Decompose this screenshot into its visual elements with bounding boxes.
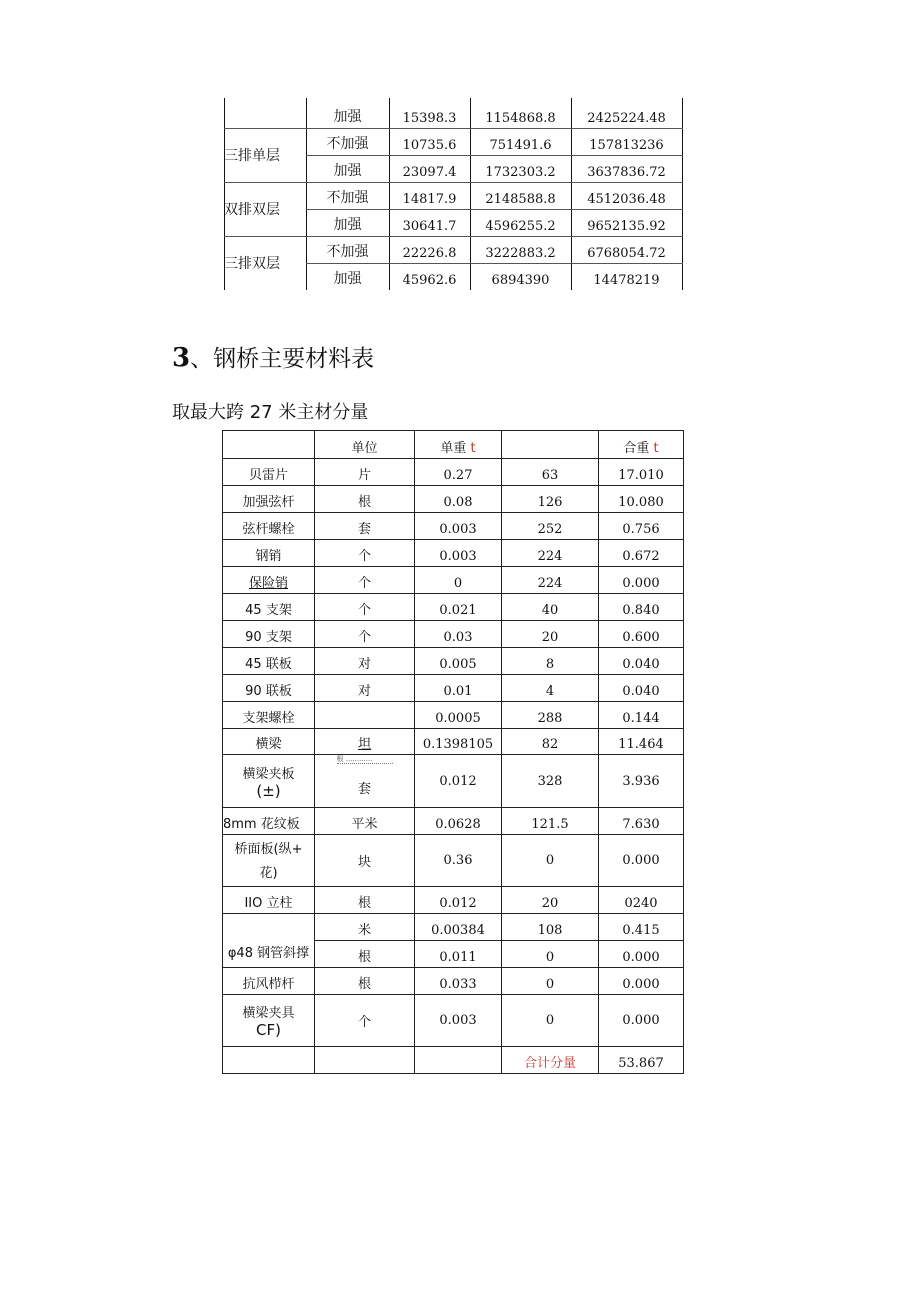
item-unit: 片	[315, 459, 415, 486]
section-title: 钢桥主要材料表	[213, 346, 375, 372]
value-cell: 751491.6	[489, 138, 552, 153]
item-name: 保险销	[223, 567, 315, 594]
table-row	[223, 995, 684, 1047]
item-name: 90 支架	[223, 621, 315, 648]
value-cell: 10735.6	[402, 138, 457, 153]
weight-summary-table	[224, 98, 683, 290]
table-header-row	[223, 431, 684, 459]
item-name: 横梁夹具 CF)	[223, 995, 315, 1047]
reinforce-label: 不加强	[326, 136, 369, 152]
item-unit: 根	[315, 941, 415, 968]
item-total: 0.600	[599, 621, 684, 648]
item-name: φ48 钢管斜撑	[223, 914, 315, 968]
item-name: 支架螺栓	[223, 702, 315, 729]
item-qty: 0	[502, 835, 599, 887]
total-value: 53.867	[599, 1047, 684, 1074]
sub-heading: 取最大跨 27 米主材分量	[172, 402, 369, 423]
item-unit-weight: 0.27	[415, 459, 502, 486]
item-qty: 40	[502, 594, 599, 621]
item-total: 0.040	[599, 675, 684, 702]
table-row	[223, 887, 684, 914]
item-name: 抗风栉杆	[223, 968, 315, 995]
item-total: 0240	[599, 887, 684, 914]
value-cell: 3222883.2	[485, 246, 556, 261]
item-unit-weight: 0.00384	[415, 914, 502, 941]
item-name: 桥面板(纵+ 花)	[223, 835, 315, 887]
item-qty: 82	[502, 729, 599, 755]
table-row	[223, 729, 684, 755]
value-cell: 45962.6	[402, 273, 457, 288]
table-row	[223, 808, 684, 835]
item-unit: 根	[315, 887, 415, 914]
value-cell: 15398.3	[402, 111, 457, 126]
item-unit: 对	[315, 675, 415, 702]
value-cell: 14817.9	[402, 192, 457, 207]
item-total: 0.000	[599, 941, 684, 968]
item-unit-weight: 0.003	[415, 995, 502, 1047]
value-cell: 4596255.2	[485, 219, 556, 234]
item-total: 0.000	[599, 995, 684, 1047]
section-heading	[172, 340, 374, 373]
header-unit-weight: 单重 t	[415, 431, 502, 459]
item-unit: 个	[315, 621, 415, 648]
group-label: 三排双层	[224, 256, 280, 272]
item-unit: 坦	[315, 729, 415, 755]
item-qty: 224	[502, 567, 599, 594]
item-qty: 126	[502, 486, 599, 513]
item-qty: 8	[502, 648, 599, 675]
value-cell: 6768054.72	[587, 246, 666, 261]
value-cell: 4512036.48	[587, 192, 666, 207]
item-name: 弦杆螺栓	[223, 513, 315, 540]
reinforce-label: 加强	[333, 163, 362, 179]
item-unit-weight: 0.0005	[415, 702, 502, 729]
table-row	[223, 540, 684, 567]
value-cell: 157813236	[589, 138, 664, 153]
item-name: 横梁夹板 (±)	[223, 755, 315, 808]
item-total: 3.936	[599, 755, 684, 808]
value-cell: 1732303.2	[485, 165, 556, 180]
item-unit-weight: 0.033	[415, 968, 502, 995]
item-unit-weight: 0.012	[415, 887, 502, 914]
empty-cell	[315, 1047, 415, 1074]
item-name: 8mm 花纹板	[223, 808, 315, 835]
item-unit-weight: 0.003	[415, 540, 502, 567]
item-unit-weight: 0.011	[415, 941, 502, 968]
item-unit-weight: 0.005	[415, 648, 502, 675]
item-name: 45 联板	[223, 648, 315, 675]
item-unit: 根	[315, 486, 415, 513]
item-unit: 根	[315, 968, 415, 995]
value-cell: 23097.4	[402, 165, 457, 180]
item-name: 45 支架	[223, 594, 315, 621]
item-qty: 252	[502, 513, 599, 540]
unit-note: 根 ............	[337, 755, 393, 764]
table-row	[223, 513, 684, 540]
value-cell: 2425224.48	[587, 111, 666, 126]
group-label: 三排单层	[224, 148, 280, 164]
item-unit-weight: 0.1398105	[415, 729, 502, 755]
item-unit: 根 ............ 套	[315, 755, 415, 808]
item-qty: 4	[502, 675, 599, 702]
item-name: 钢销	[223, 540, 315, 567]
empty-cell	[415, 1047, 502, 1074]
item-qty: 0	[502, 941, 599, 968]
item-total: 0.672	[599, 540, 684, 567]
item-unit: 个	[315, 594, 415, 621]
table-row	[223, 835, 684, 887]
item-total: 10.080	[599, 486, 684, 513]
item-name: 贝雷片	[223, 459, 315, 486]
table-row	[223, 968, 684, 995]
table-row	[223, 755, 684, 808]
item-total: 11.464	[599, 729, 684, 755]
table-row	[223, 486, 684, 513]
item-unit-weight: 0.08	[415, 486, 502, 513]
item-unit-weight: 0.012	[415, 755, 502, 808]
item-unit: 块	[315, 835, 415, 887]
item-qty: 20	[502, 887, 599, 914]
item-total: 0.000	[599, 567, 684, 594]
item-qty: 224	[502, 540, 599, 567]
table-row	[223, 675, 684, 702]
item-name: IIO 立柱	[223, 887, 315, 914]
item-unit-weight: 0.0628	[415, 808, 502, 835]
item-qty: 63	[502, 459, 599, 486]
item-qty: 20	[502, 621, 599, 648]
item-unit: 套	[315, 513, 415, 540]
item-unit	[315, 702, 415, 729]
item-total: 17.010	[599, 459, 684, 486]
table-row	[223, 702, 684, 729]
item-unit: 平米	[315, 808, 415, 835]
value-cell: 9652135.92	[587, 219, 666, 234]
item-unit-weight: 0.003	[415, 513, 502, 540]
total-row	[223, 1047, 684, 1074]
value-cell: 22226.8	[402, 246, 457, 261]
value-cell: 2148588.8	[485, 192, 556, 207]
section-number: 3	[172, 343, 191, 373]
value-cell: 30641.7	[402, 219, 457, 234]
header-qty	[502, 431, 599, 459]
header-total: 合重 t	[599, 431, 684, 459]
item-unit: 个	[315, 567, 415, 594]
item-unit: 米	[315, 914, 415, 941]
header-name	[223, 431, 315, 459]
reinforce-label: 加强	[333, 217, 362, 233]
section-separator: 、	[190, 346, 214, 372]
item-unit-weight: 0	[415, 567, 502, 594]
item-unit: 个	[315, 995, 415, 1047]
reinforce-label: 加强	[333, 109, 362, 125]
value-cell: 3637836.72	[587, 165, 666, 180]
table-row	[223, 914, 684, 941]
reinforce-label: 不加强	[326, 244, 369, 260]
item-unit-weight: 0.01	[415, 675, 502, 702]
item-unit: 个	[315, 540, 415, 567]
group-label: 双排双层	[224, 202, 280, 218]
value-cell: 6894390	[491, 273, 550, 288]
table-row	[223, 621, 684, 648]
item-qty: 0	[502, 995, 599, 1047]
item-qty: 108	[502, 914, 599, 941]
reinforce-label: 不加强	[326, 190, 369, 206]
table-row	[223, 594, 684, 621]
value-cell: 1154868.8	[485, 111, 556, 126]
item-total: 0.415	[599, 914, 684, 941]
table-row	[223, 567, 684, 594]
item-total: 0.040	[599, 648, 684, 675]
item-total: 0.756	[599, 513, 684, 540]
materials-table	[222, 430, 684, 1074]
item-qty: 328	[502, 755, 599, 808]
item-total: 0.144	[599, 702, 684, 729]
item-unit-weight: 0.36	[415, 835, 502, 887]
header-unit: 单位	[315, 431, 415, 459]
item-qty: 0	[502, 968, 599, 995]
item-name: 横梁	[223, 729, 315, 755]
item-qty: 121.5	[502, 808, 599, 835]
item-qty: 288	[502, 702, 599, 729]
table-border	[682, 98, 683, 290]
empty-cell	[223, 1047, 315, 1074]
total-label: 合计分量	[502, 1047, 599, 1074]
item-name: 90 联板	[223, 675, 315, 702]
item-unit-weight: 0.03	[415, 621, 502, 648]
item-unit-weight: 0.021	[415, 594, 502, 621]
reinforce-label: 加强	[333, 271, 362, 287]
item-total: 0.000	[599, 968, 684, 995]
item-unit: 对	[315, 648, 415, 675]
item-total: 0.000	[599, 835, 684, 887]
table-row	[223, 459, 684, 486]
item-total: 0.840	[599, 594, 684, 621]
value-cell: 14478219	[593, 273, 660, 288]
item-total: 7.630	[599, 808, 684, 835]
item-name: 加强弦杆	[223, 486, 315, 513]
table-row	[223, 648, 684, 675]
